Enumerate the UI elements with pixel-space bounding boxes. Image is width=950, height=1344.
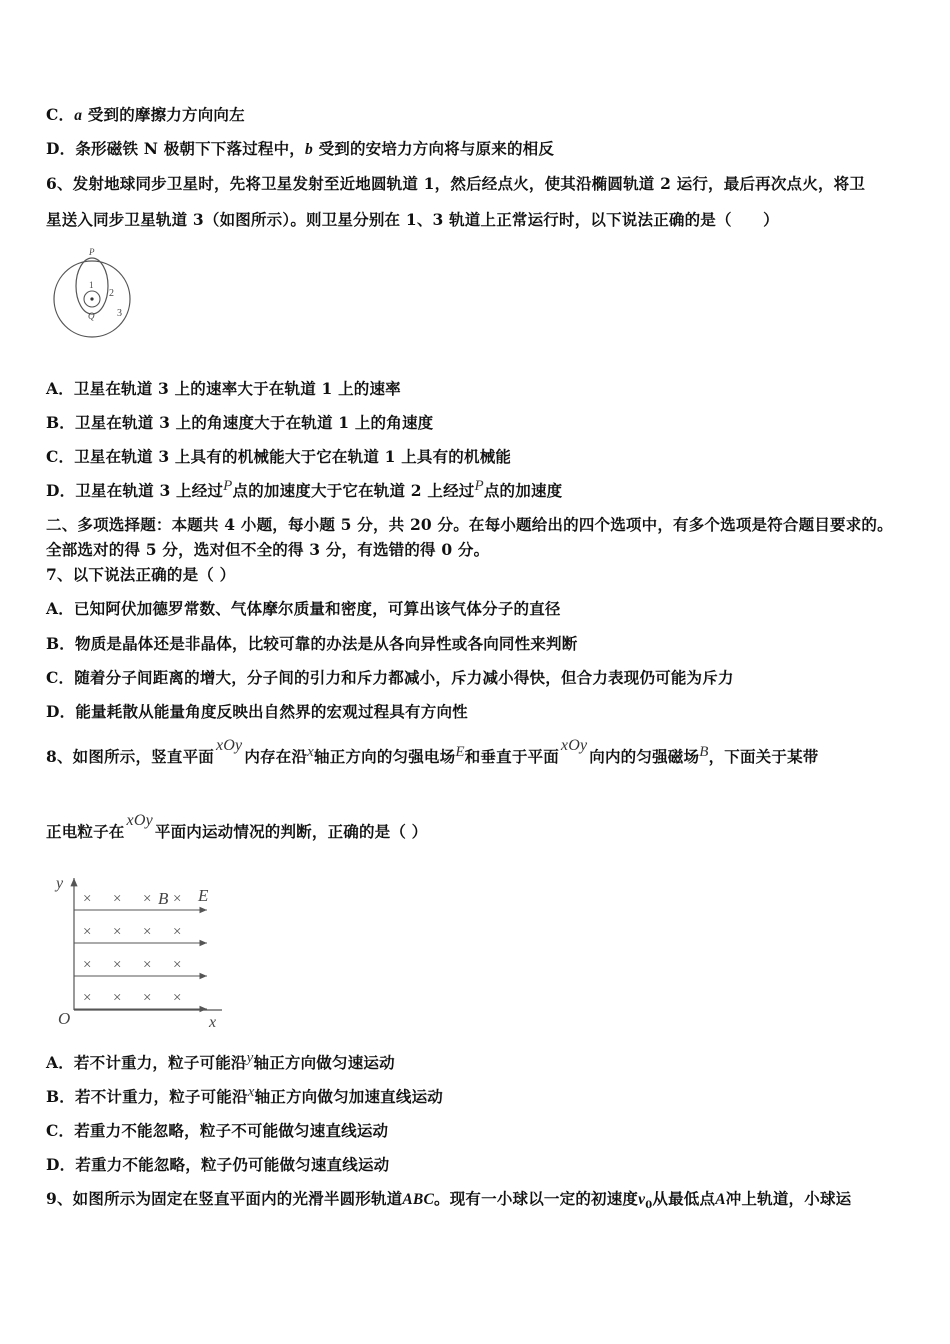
variable-xoy: xOy [216, 737, 243, 754]
option-8b [46, 1085, 443, 1107]
option-text: 轴正方向做匀速运动 [253, 1053, 395, 1072]
variable-p: P [474, 478, 484, 494]
option-text: B．若不计重力，粒子可能沿 [46, 1087, 248, 1106]
option-text: 点的加速度 [483, 481, 563, 500]
variable-a: A [715, 1191, 726, 1208]
option-7c: C．随着分子间距离的增大，分子间的引力和斥力都减小，斥力减小得快，但合力表现仍可能为斥力 [46, 668, 734, 687]
label-x: x [209, 1014, 217, 1030]
cross-mark: × [113, 891, 122, 907]
question-text: 冲上轨道，小球运 [725, 1189, 852, 1208]
label-3: 3 [117, 308, 122, 319]
question-text: 。现有一小球以一定的初速度 [434, 1189, 639, 1208]
option-7d: D．能量耗散从能量角度反映出自然界的宏观过程具有方向性 [46, 702, 468, 721]
cross-mark: × [143, 924, 152, 940]
option-5d [46, 137, 554, 159]
option-5c [46, 103, 245, 125]
label-2: 2 [109, 288, 114, 299]
question-text: 从最低点 [652, 1189, 716, 1208]
option-text: 受到的安培力方向将与原来的相反 [312, 139, 555, 158]
option-6a: A．卫星在轨道 3 上的速率大于在轨道 1 上的速率 [46, 379, 401, 398]
cross-mark: × [113, 957, 122, 973]
option-8d: D．若重力不能忽略，粒子仍可能做匀速直线运动 [46, 1155, 390, 1174]
field-diagram [52, 870, 232, 1030]
question-8-line-2 [46, 812, 428, 842]
variable-xoy: xOy [126, 812, 153, 829]
cross-mark: × [83, 990, 92, 1006]
cross-mark: × [113, 924, 122, 940]
variable-x: x [247, 1084, 255, 1100]
label-p: P [89, 247, 95, 257]
variable-b: B [699, 744, 709, 760]
cross-mark: × [83, 891, 92, 907]
variable-e: E [455, 744, 465, 760]
cross-mark: × [143, 957, 152, 973]
section-2-line-2: 全部选对的得 5 分，选对但不全的得 3 分，有选错的得 0 分。 [46, 540, 490, 559]
label-y: y [56, 875, 64, 892]
subscript-0: 0 [645, 1200, 653, 1212]
option-text: 轴正方向做匀加速直线运动 [254, 1087, 443, 1106]
cross-mark: × [83, 924, 92, 940]
label-q: Q [88, 311, 95, 321]
question-text: ，下面关于某带 [708, 747, 819, 766]
option-6d [46, 479, 562, 501]
option-6c: C．卫星在轨道 3 上具有的机械能大于它在轨道 1 上具有的机械能 [46, 447, 512, 466]
option-7a: A．已知阿伏加德罗常数、气体摩尔质量和密度，可算出该气体分子的直径 [46, 599, 561, 618]
option-text: 受到的摩擦力方向向左 [82, 105, 245, 124]
question-text: 和垂直于平面 [464, 747, 559, 766]
section-2-line-1: 二、多项选择题：本题共 4 小题，每小题 5 分，共 20 分。在每小题给出的四个选项中，有多个选项是符合题目要求的。 [46, 515, 893, 534]
cross-mark: × [173, 924, 182, 940]
option-text: D．条形磁铁 N 极朝下下落过程中， [46, 139, 306, 158]
cross-mark: × [143, 990, 152, 1006]
variable-v: v [638, 1191, 646, 1208]
variable-p: P [223, 478, 233, 494]
label-1: 1 [89, 280, 94, 290]
question-8-line-1 [46, 737, 819, 767]
option-6b: B．卫星在轨道 3 上的角速度大于在轨道 1 上的角速度 [46, 413, 434, 432]
question-6-line-2: 星送入同步卫星轨道 3（如图所示）。则卫星分别在 1、3 轨道上正常运行时，以下说法正确的是（ ） [46, 210, 779, 229]
orbit-diagram [46, 244, 146, 340]
cross-mark: × [173, 990, 182, 1006]
label-o: O [58, 1009, 71, 1028]
question-text: 8、如图所示，竖直平面 [46, 747, 214, 766]
variable-a: a [74, 107, 83, 124]
cross-mark: × [83, 957, 92, 973]
question-text: 9、如图所示为固定在竖直平面内的光滑半圆形轨道 [46, 1189, 403, 1208]
cross-mark: × [113, 990, 122, 1006]
question-text: 轴正方向的匀强电场 [314, 747, 456, 766]
option-text: A．若不计重力，粒子可能沿 [46, 1053, 247, 1072]
option-label: C． [46, 105, 75, 124]
option-text: 点的加速度大于它在轨道 2 上经过 [232, 481, 475, 500]
earth-dot [90, 297, 93, 300]
question-text: 内存在沿 [244, 747, 308, 766]
variable-x: x [307, 744, 315, 760]
cross-mark: × [173, 957, 182, 973]
question-7: 7、以下说法正确的是（ ） [46, 565, 236, 584]
label-b: B [158, 889, 169, 908]
cross-mark: × [143, 891, 152, 907]
question-text: 向内的匀强磁场 [589, 747, 700, 766]
variable-xoy: xOy [560, 737, 588, 754]
variable-abc: ABC [402, 1191, 435, 1208]
option-8c: C．若重力不能忽略，粒子不可能做匀速直线运动 [46, 1121, 389, 1140]
cross-mark: × [173, 891, 182, 907]
question-text: 正电粒子在 [46, 822, 125, 841]
label-e: E [198, 886, 209, 905]
variable-b: b [305, 141, 313, 158]
option-8a [46, 1051, 395, 1073]
question-text: 平面内运动情况的判断，正确的是（ ） [154, 822, 428, 841]
variable-y: y [246, 1050, 254, 1066]
option-text: D．卫星在轨道 3 上经过 [46, 481, 224, 500]
question-6-line-1: 6、发射地球同步卫星时，先将卫星发射至近地圆轨道 1，然后经点火，使其沿椭圆轨道 2 运行，最后再次点火，将卫 [46, 174, 866, 193]
question-9-line-1 [46, 1187, 851, 1211]
option-7b: B．物质是晶体还是非晶体，比较可靠的办法是从各向异性或各向同性来判断 [46, 634, 578, 653]
